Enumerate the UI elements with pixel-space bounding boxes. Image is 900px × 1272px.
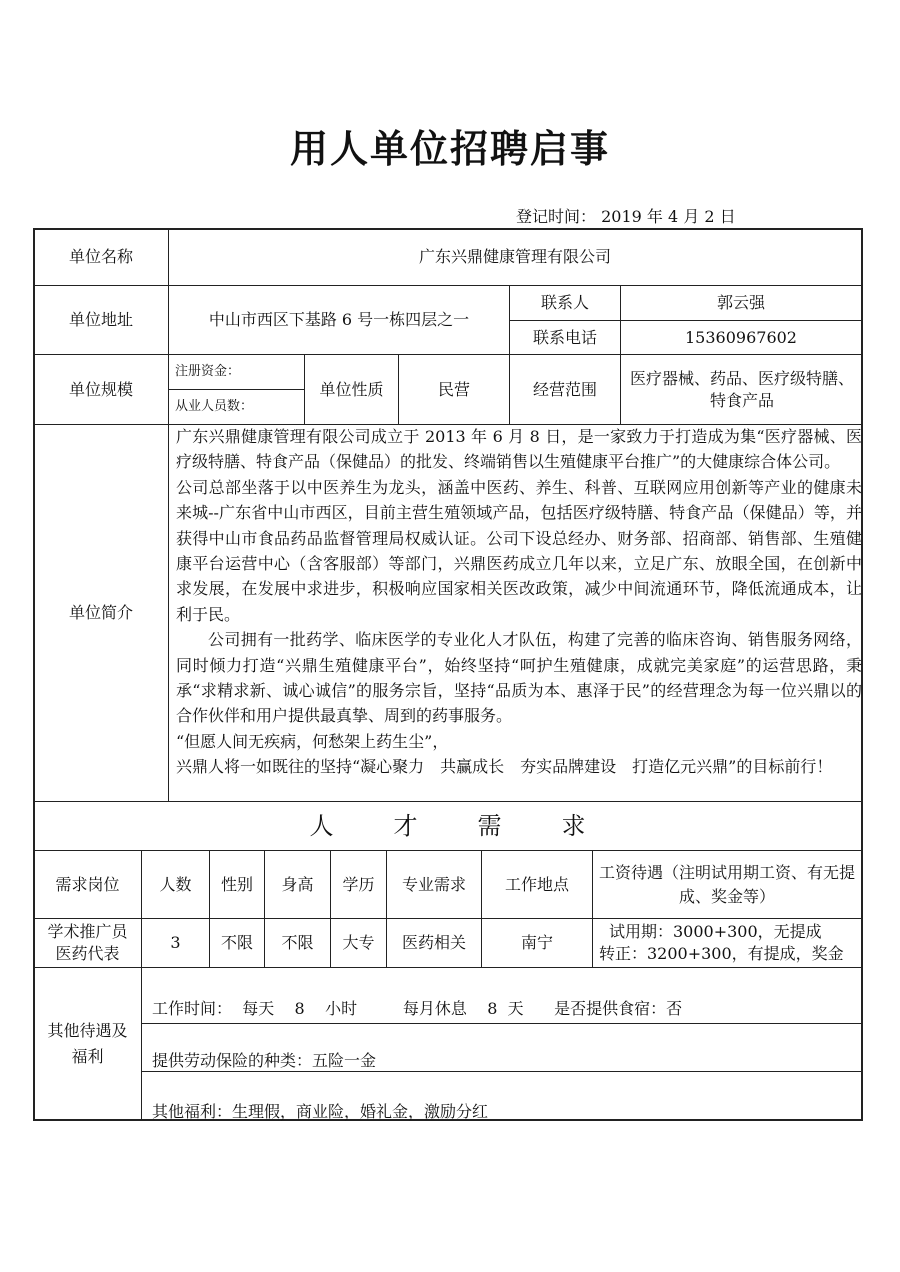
job-gender: 不限	[220, 933, 253, 952]
job-salary-line: 试用期：3000+300，无提成	[609, 922, 822, 941]
registration-year-unit: 年	[646, 207, 663, 226]
daily-unit: 小时	[325, 999, 358, 1018]
header-count: 人数	[159, 874, 192, 894]
monthly-rest: 8	[487, 999, 498, 1018]
registered-capital-label: 注册资金：	[175, 364, 241, 379]
monthly-unit: 天	[507, 999, 524, 1018]
business-scope: 医疗器械、药品、医疗级特膳、特食产品	[629, 368, 854, 410]
work-time-label: 工作时间：	[152, 999, 233, 1018]
contact-name: 郭云强	[716, 293, 765, 312]
header-height: 身高	[281, 874, 314, 894]
company-nature-label: 单位性质	[319, 379, 384, 399]
monthly-prefix: 每月休息	[402, 999, 467, 1018]
talent-heading-char: 求	[561, 812, 586, 840]
business-scope-label: 经营范围	[532, 379, 597, 399]
intro-paragraph: 广东兴鼎健康管理有限公司成立于 2013 年 6 月 8 日，是一家致力于打造成为集“医疗器械、医疗级特膳、特食产品（保健品）的批发、终端销售以生殖健康平台推广”的大健康综合体公司。	[176, 427, 862, 472]
phone-number: 15360967602	[685, 327, 797, 347]
meals-label: 是否提供食宿：	[554, 999, 667, 1018]
company-intro-label: 单位简介	[68, 603, 133, 622]
header-position: 需求岗位	[55, 874, 120, 894]
job-location: 南宁	[520, 933, 553, 952]
job-position-line: 学术推广员	[47, 922, 128, 941]
meals-value: 否	[666, 999, 683, 1018]
daily-prefix: 每天	[242, 999, 275, 1018]
registration-label: 登记时间：	[516, 207, 597, 226]
other-welfare-value: 生理假，商业险，婚礼金，激励分红	[232, 1102, 489, 1121]
intro-paragraph: 公司总部坐落于以中医养生为龙头，涵盖中医药、养生、科普、互联网应用创新等产业的健康未来城--广东省中山市西区，目前主营生殖领域产品，包括医疗级特膳、特食产品（保健品）等，并获得中山市食品药品监督管理局权威认证。公司下设总经办、财务部、招商部、销售部、生殖健康平台运营中心（含客服部）等部门，兴鼎医药成立几年以来，立足广东、放眼全国，在创新中求发展，在发展中求进步，积极响应国家相关医改政策，减少中间流通环节，降低流通成本，让利于民。	[176, 477, 862, 624]
intro-paragraph: 公司拥有一批药学、临床医学的专业化人才队伍，构建了完善的临床咨询、销售服务网络，同时倾力打造“兴鼎生殖健康平台”，始终坚持“呵护生殖健康，成就完美家庭”的运营思路，秉承“求精求新、诚心诚信”的服务宗旨，坚持“品质为本、惠泽于民”的经营理念为每一位兴鼎以的合作伙伴和用户提供最真挚、周到的药事服务。	[176, 630, 862, 726]
intro-paragraph: 兴鼎人将一如既往的坚持“凝心聚力 共赢成长 夯实品牌建设 打造亿元兴鼎”的目标前行！	[176, 757, 833, 777]
header-education: 学历	[342, 874, 375, 894]
intro-paragraph: “但愿人间无疾病，何愁架上药生尘”，	[176, 731, 449, 751]
company-name: 广东兴鼎健康管理有限公司	[418, 247, 611, 266]
contact-label: 联系人	[540, 293, 589, 312]
header-location: 工作地点	[504, 874, 569, 894]
registration-month: 4	[668, 207, 679, 226]
job-position-line: 医药代表	[55, 944, 120, 963]
insurance-label: 提供劳动保险的种类：	[152, 1051, 313, 1070]
talent-heading-char: 需	[477, 812, 502, 840]
job-education: 大专	[342, 933, 375, 952]
job-major: 医药相关	[401, 933, 466, 952]
page-title: 用人单位招聘启事	[289, 127, 610, 171]
registration-month-unit: 月	[683, 207, 700, 226]
talent-heading	[34, 802, 861, 850]
phone-label: 联系电话	[532, 327, 597, 347]
company-address: 中山市西区下基路 6 号一栋四层之一	[208, 310, 470, 329]
company-address-label: 单位地址	[68, 310, 133, 329]
company-nature: 民营	[437, 379, 470, 399]
insurance-line	[152, 1048, 376, 1071]
job-height: 不限	[281, 933, 314, 952]
daily-hours: 8	[294, 999, 305, 1018]
job-count: 3	[170, 933, 181, 952]
insurance-value: 五险一金	[312, 1051, 377, 1070]
other-welfare-line	[152, 1099, 488, 1122]
company-scale-label: 单位规模	[68, 379, 133, 399]
talent-heading-char: 才	[393, 812, 418, 840]
other-welfare-label: 其他福利：	[152, 1102, 233, 1121]
job-salary-line: 转正：3200+300，有提成，奖金	[599, 944, 844, 963]
registration-day-unit: 日	[719, 207, 736, 226]
registration-date	[516, 204, 736, 227]
employee-count-label: 从业人员数：	[175, 399, 254, 414]
talent-heading-char: 人	[309, 812, 334, 840]
work-time-line	[152, 996, 682, 1019]
header-major: 专业需求	[401, 874, 466, 894]
registration-day: 2	[704, 207, 715, 226]
company-intro	[176, 424, 862, 780]
job-salary	[593, 919, 861, 967]
registration-year: 2019	[601, 207, 642, 226]
company-name-label: 单位名称	[68, 247, 133, 266]
header-gender: 性别	[220, 874, 253, 894]
header-salary: 工资待遇（注明试用期工资、有无提成、奖金等）	[598, 862, 855, 906]
job-position	[34, 919, 141, 967]
welfare-label: 其他待遇及福利	[47, 1020, 128, 1066]
